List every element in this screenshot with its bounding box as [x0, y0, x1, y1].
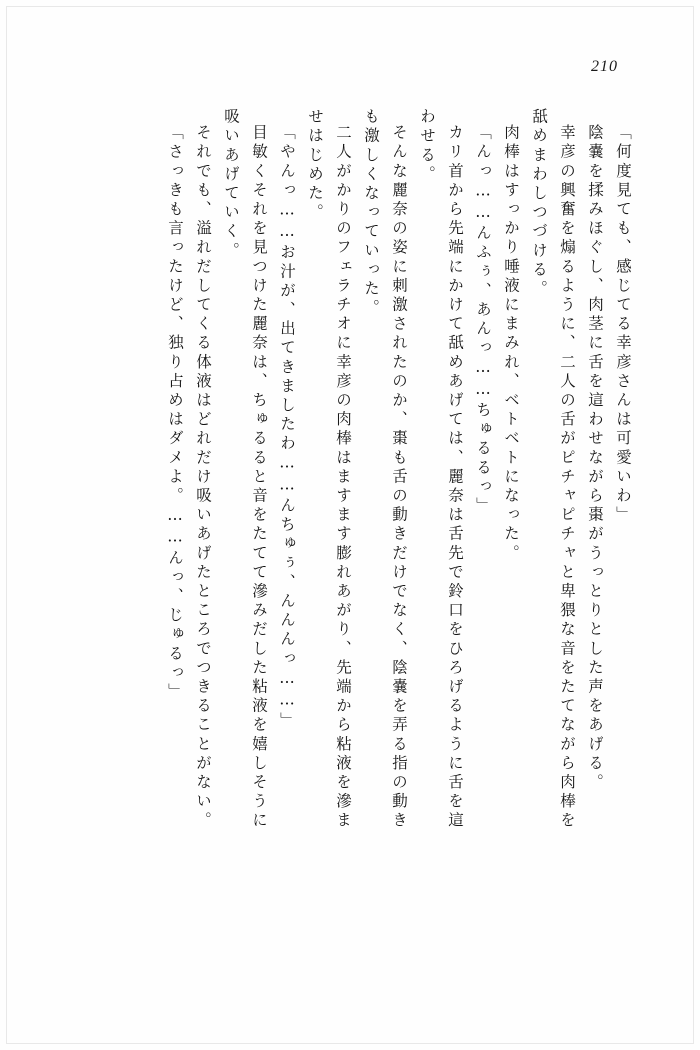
text-line: も激しくなっていった。: [362, 108, 380, 319]
page-number: 210: [591, 58, 618, 75]
text-line: 「何度見ても、感じてる幸彦さんは可愛いわ」: [614, 124, 632, 526]
text-line: 「んっ……んふぅ、あんっ……ちゅるるっ」: [474, 124, 492, 516]
text-line: そんな麗奈の姿に刺激されたのか、棗も舌の動きだけでなく、陰嚢を弄る指の動き: [390, 124, 408, 831]
text-line: 肉棒はすっかり唾液にまみれ、ベトベトになった。: [502, 124, 520, 564]
vertical-text-body: [70, 108, 630, 990]
text-line: 舐めまわしつづける。: [530, 108, 548, 299]
text-line: わせる。: [418, 108, 436, 185]
text-line: 「やんっ……お汁が、出てきましたわ……んちゅぅ、んんんっ……」: [278, 124, 296, 732]
text-line: 目敏くそれを見つけた麗奈は、ちゅるると音をたてて滲みだした粘液を嬉しそうに: [250, 124, 268, 831]
text-line: 「さっきも言ったけど、独り占めはダメよ。……んっ、じゅるっ」: [166, 124, 184, 702]
text-line: 二人がかりのフェラチオに幸彦の肉棒はますます膨れあがり、先端から粘液を滲ま: [334, 124, 352, 831]
text-line: 陰嚢を揉みほぐし、肉茎に舌を這わせながら棗がうっとりとした声をあげる。: [586, 124, 604, 793]
text-line: 吸いあげていく。: [222, 108, 240, 261]
text-line: 幸彦の興奮を煽るように、二人の舌がピチャピチャと卑猥な音をたてながら肉棒を: [558, 124, 576, 831]
text-line: カリ首から先端にかけて舐めあげては、麗奈は舌先で鈴口をひろげるように舌を這: [446, 124, 464, 831]
text-line: それでも、溢れだしてくる体液はどれだけ吸いあげたところでつきることがない。: [194, 124, 212, 831]
text-line: せはじめた。: [306, 108, 324, 223]
